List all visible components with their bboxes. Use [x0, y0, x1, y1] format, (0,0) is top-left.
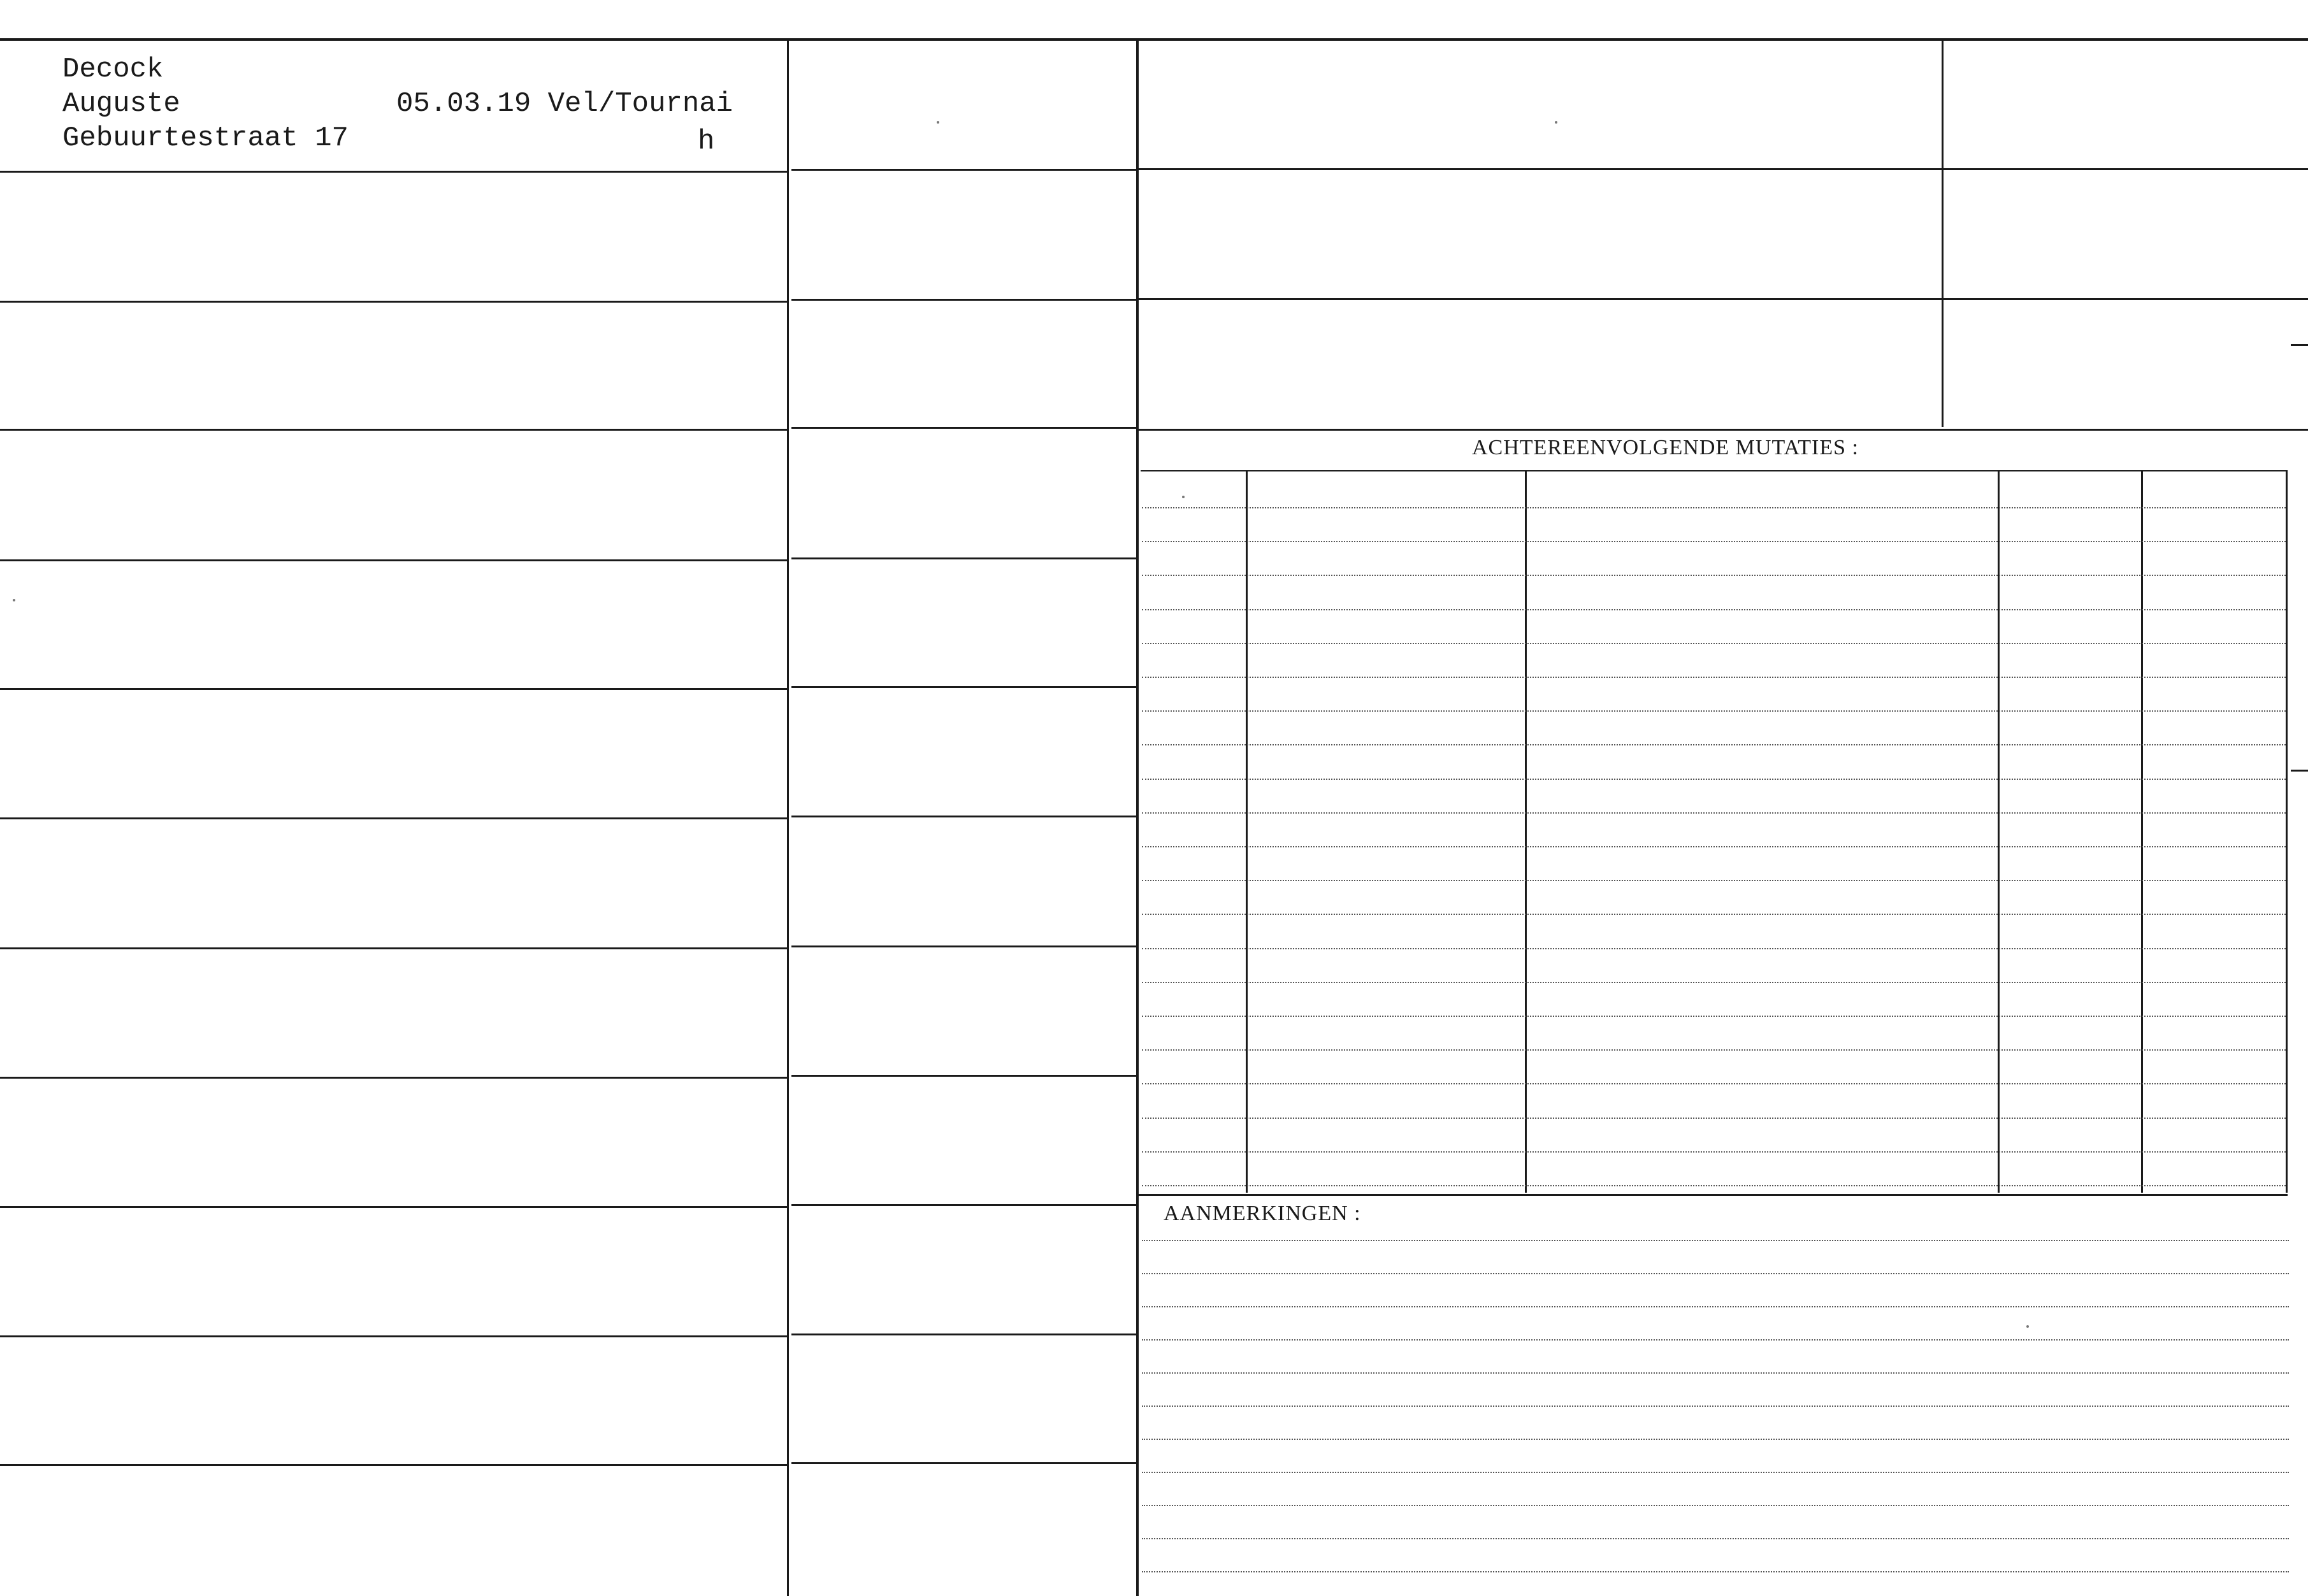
- remarks-dotted-line: [1142, 1240, 2289, 1241]
- right-top-row-3: [1139, 429, 2308, 431]
- left-grid-row-line: [791, 299, 1137, 301]
- remarks-dotted-line: [1142, 1505, 2289, 1506]
- left-grid-row-line: [791, 816, 1137, 817]
- mutations-col-2: [1525, 471, 1527, 1193]
- mutations-col-3: [1998, 471, 2000, 1193]
- left-grid-row-line: [0, 559, 788, 561]
- scan-speck: [937, 121, 939, 124]
- scan-speck: [2026, 1325, 2029, 1328]
- mutations-dotted-line: [1142, 541, 2286, 542]
- left-grid-row-line: [0, 817, 788, 819]
- left-grid-row-line: [791, 427, 1137, 429]
- mutations-dotted-line: [1142, 812, 2286, 814]
- mutations-dotted-line: [1142, 677, 2286, 678]
- right-top-row-2: [1139, 298, 2308, 300]
- mutations-dotted-line: [1142, 1151, 2286, 1153]
- mutations-col-5: [2286, 471, 2288, 1193]
- record-surname: Decock: [62, 54, 164, 85]
- left-grid-row-line: [791, 1334, 1137, 1335]
- mutations-dotted-line: [1142, 507, 2286, 508]
- mutations-dotted-line: [1142, 1118, 2286, 1119]
- right-edge-tick-2: [2291, 770, 2308, 772]
- mutations-dotted-line: [1142, 948, 2286, 949]
- remarks-dotted-line: [1142, 1571, 2289, 1572]
- left-grid-row-line: [0, 1335, 788, 1337]
- left-grid-row-line: [791, 686, 1137, 688]
- left-grid-row-line: [791, 1204, 1137, 1206]
- mutations-dotted-line: [1142, 643, 2286, 644]
- mutations-dotted-line: [1142, 1049, 2286, 1051]
- mutations-table-bottom: [1139, 1194, 2288, 1196]
- left-grid-row-line: [0, 688, 788, 690]
- mutations-dotted-line: [1142, 609, 2286, 610]
- mutations-dotted-line: [1142, 575, 2286, 576]
- remarks-dotted-line: [1142, 1472, 2289, 1473]
- left-grid-row-line: [791, 557, 1137, 559]
- mutations-title: ACHTEREENVOLGENDE MUTATIES :: [1472, 436, 1859, 459]
- record-mark: h: [698, 126, 715, 157]
- scan-speck: [13, 599, 15, 601]
- remarks-dotted-line: [1142, 1273, 2289, 1274]
- mutations-dotted-line: [1142, 1016, 2286, 1017]
- left-grid-row-line: [791, 169, 1137, 171]
- left-grid-row-line: [791, 945, 1137, 947]
- remarks-dotted-line: [1142, 1372, 2289, 1374]
- record-address: Gebuurtestraat 17: [62, 122, 349, 154]
- remarks-dotted-line: [1142, 1306, 2289, 1307]
- remarks-dotted-line: [1142, 1538, 2289, 1539]
- left-grid-row-line: [0, 429, 788, 431]
- top-border: [0, 38, 2308, 41]
- remarks-dotted-line: [1142, 1439, 2289, 1440]
- mutations-dotted-line: [1142, 880, 2286, 881]
- left-grid-row-line: [0, 947, 788, 949]
- right-edge-tick-1: [2291, 344, 2308, 346]
- scan-speck: [1555, 121, 1557, 124]
- left-grid-row-line: [0, 171, 788, 173]
- remarks-dotted-line: [1142, 1405, 2289, 1407]
- left-grid-row-line: [0, 1206, 788, 1208]
- remarks-dotted-line: [1142, 1339, 2289, 1341]
- right-top-divider: [1942, 41, 1944, 427]
- record-first-name: Auguste: [62, 88, 180, 120]
- mutations-dotted-line: [1142, 982, 2286, 983]
- mutations-dotted-line: [1142, 1185, 2286, 1186]
- left-grid-row-line: [791, 1462, 1137, 1464]
- mutations-dotted-line: [1142, 710, 2286, 712]
- scan-speck: [1182, 496, 1185, 498]
- mutations-dotted-line: [1142, 846, 2286, 847]
- mutations-dotted-line: [1142, 1083, 2286, 1084]
- mutations-dotted-line: [1142, 779, 2286, 780]
- mutations-table-top: [1141, 470, 2288, 471]
- left-grid-row-line: [0, 1077, 788, 1079]
- left-grid-row-line: [0, 301, 788, 303]
- mutations-col-4: [2141, 471, 2143, 1193]
- remarks-title: AANMERKINGEN :: [1164, 1202, 1361, 1225]
- mutations-dotted-line: [1142, 914, 2286, 915]
- left-column-divider-2: [1136, 41, 1139, 1596]
- left-grid-row-line: [0, 1464, 788, 1466]
- record-birth-info: 05.03.19 Vel/Tournai: [396, 88, 733, 120]
- mutations-col-1: [1246, 471, 1248, 1193]
- left-grid-row-line: [791, 1075, 1137, 1077]
- mutations-dotted-line: [1142, 744, 2286, 745]
- right-top-row-1: [1139, 168, 2308, 170]
